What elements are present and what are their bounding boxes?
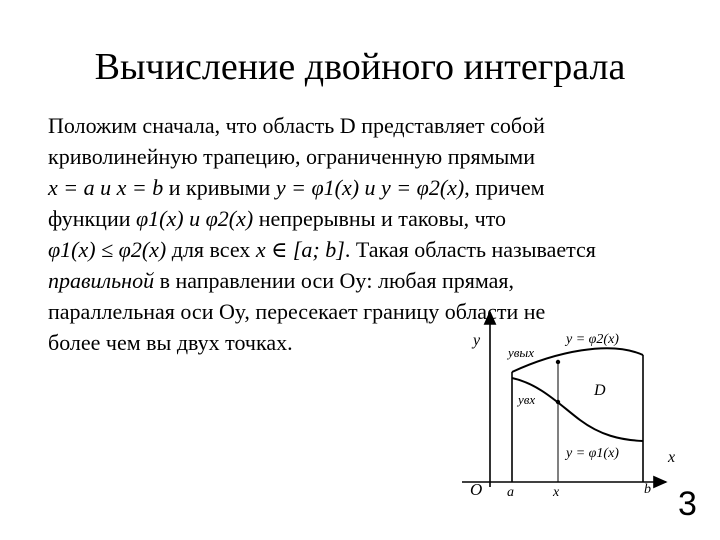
y-axis-label: y [473, 332, 481, 349]
body-line-1: Положим сначала, что область D представляет собой [48, 113, 545, 138]
functions-formula: φ1(x) и φ2(x) [136, 206, 254, 231]
interval-formula: x ∈ [a; b] [255, 237, 345, 262]
y-out-point [556, 360, 560, 364]
y-in-label: yвх [518, 392, 536, 407]
lower-curve-label: y = φ1(x) [566, 446, 619, 461]
tick-x-label: x [553, 485, 560, 500]
body-line-3-end: , причем [464, 175, 545, 200]
lower-curve [512, 378, 643, 441]
slide-title: Вычисление двойного интеграла [94, 46, 626, 88]
page-number: 3 [678, 485, 697, 523]
upper-curve-label: y = φ2(x) [566, 332, 619, 347]
origin-label: O [470, 480, 483, 499]
inequality-formula: φ1(x) ≤ φ2(x) [48, 237, 167, 262]
body-line-2: криволинейную трапецию, ограниченную прямыми [48, 144, 535, 169]
tick-a-label: a [507, 485, 514, 500]
body-line-5-end: . Такая область называется [344, 237, 596, 262]
boundary-curves-formula: y = φ1(x) и y = φ2(x) [275, 175, 465, 200]
y-out-label: yвых [508, 345, 534, 360]
body-line-8: более чем вы двух точках. [48, 330, 293, 355]
body-line-4-start: функции [48, 206, 131, 231]
y-in-point [556, 400, 560, 404]
body-line-6-rest: в направлении оси Oy: любая прямая, [159, 268, 515, 293]
x-axis-label: x [668, 449, 676, 466]
term-regular: правильной [48, 268, 155, 293]
body-line-7: параллельная оси Oy, пересекает границу области не [48, 299, 546, 324]
body-line-4-end: непрерывны и таковы, что [258, 206, 507, 231]
region-label: D [594, 382, 606, 399]
body-line-3-mid: и кривыми [168, 175, 271, 200]
tick-b-label: b [644, 482, 651, 497]
boundary-lines-formula: x = a и x = b [48, 175, 164, 200]
body-line-5-mid: для всех [171, 237, 251, 262]
